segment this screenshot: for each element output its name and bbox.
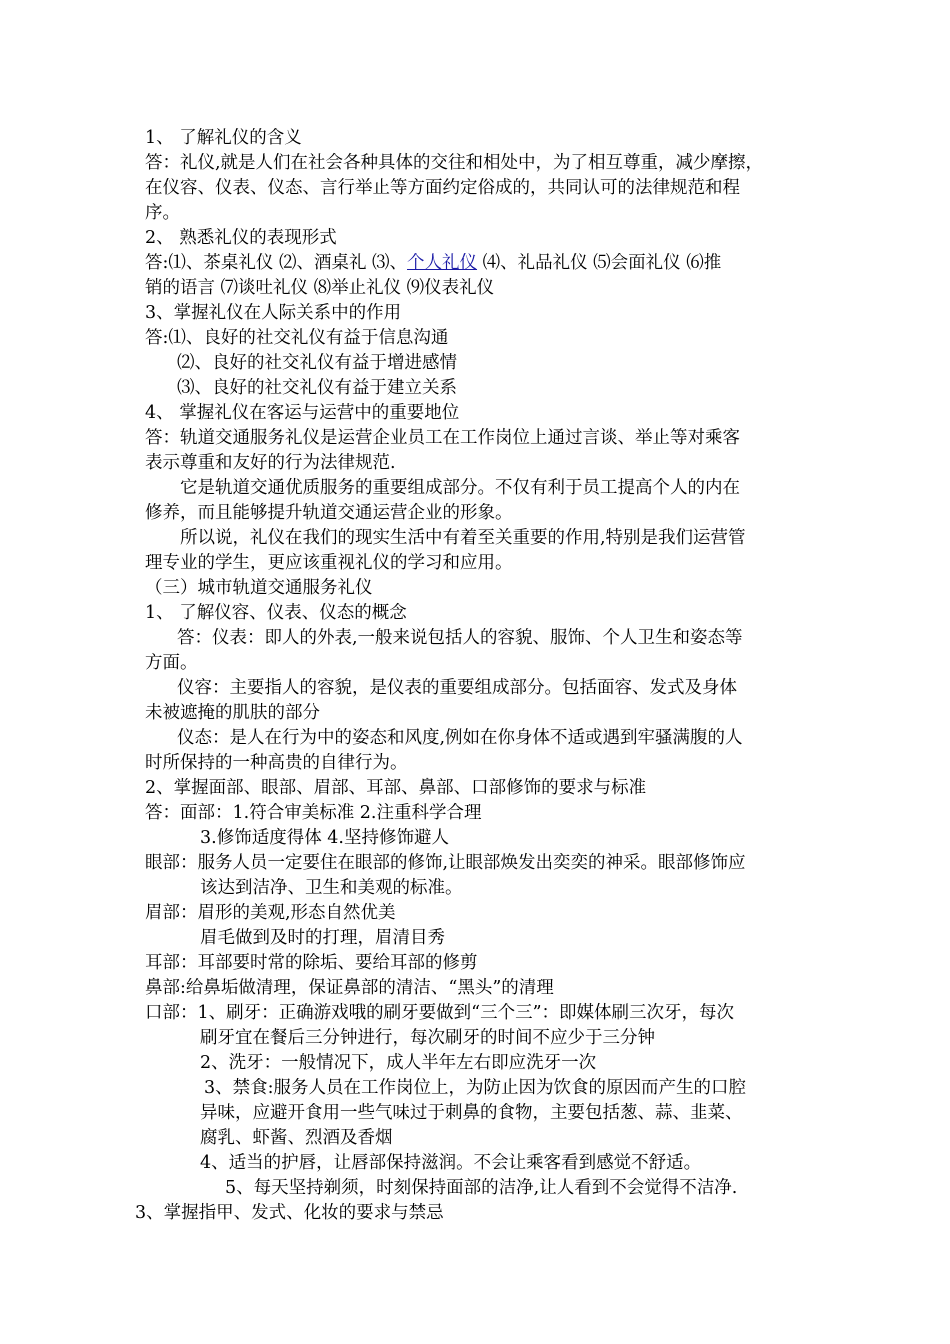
paragraph-line: 销的语言 ⑺谈吐礼仪 ⑻举止礼仪 ⑼仪表礼仪 [145,278,495,298]
paragraph-line: 耳部：耳部要时常的除垢、要给耳部的修剪 [145,953,478,973]
paragraph-line: 刷牙宜在餐后三分钟进行，每次刷牙的时间不应少于三分钟 [200,1028,655,1048]
paragraph-line: 答：面部：1.符合审美标准 2.注重科学合理 [145,803,482,823]
text-segment: ⑷、礼品礼仪 ⑸会面礼仪 ⑹推 [477,253,722,273]
paragraph-line: 腐乳、虾酱、烈酒及香烟 [200,1128,393,1148]
paragraph-line: 2、洗牙：一般情况下，成人半年左右即应洗牙一次 [200,1053,597,1073]
heading-3: 3、掌握礼仪在人际关系中的作用 [145,303,402,323]
heading-1: 1、 了解礼仪的含义 [145,128,302,148]
paragraph-line: 所以说，礼仪在我们的现实生活中有着至关重要的作用,特别是我们运营管 [180,528,746,548]
paragraph-line: 5、每天坚持剃须，时刻保持面部的洁净,让人看到不会觉得不洁净. [225,1178,738,1198]
section-heading: （三）城市轨道交通服务礼仪 [145,578,373,598]
paragraph-line: 眼部：服务人员一定要住在眼部的修饰,让眼部焕发出奕奕的神采。眼部修饰应 [145,853,746,873]
paragraph-line: 时所保持的一种高贵的自律行为。 [145,753,408,773]
paragraph-line: 眉毛做到及时的打理，眉清目秀 [200,928,445,948]
paragraph-line: ⑵、良好的社交礼仪有益于增进感情 [177,353,457,373]
paragraph-line: 3.修饰适度得体 4.坚持修饰避人 [200,828,449,848]
paragraph-line: 表示尊重和友好的行为法律规范. [145,453,396,473]
paragraph-line: 修养，而且能够提升轨道交通运营企业的形象。 [145,503,513,523]
paragraph-line: 在仪容、仪表、仪态、言行举止等方面约定俗成的，共同认可的法律规范和程 [145,178,740,198]
heading-2: 2、 熟悉礼仪的表现形式 [145,228,337,248]
paragraph-line: 口部：1、刷牙：正确游戏哦的刷牙要做到“三个三”：即媒体刷三次牙，每次 [145,1003,735,1023]
paragraph-line: 答：轨道交通服务礼仪是运营企业员工在工作岗位上通过言谈、举止等对乘客 [145,428,740,448]
paragraph-line: 它是轨道交通优质服务的重要组成部分。不仅有利于员工提高个人的内在 [180,478,740,498]
paragraph-line: 仪态：是人在行为中的姿态和风度,例如在你身体不适或遇到牢骚满腹的人 [177,728,743,748]
paragraph-line: 3、禁食:服务人员在工作岗位上，为防止因为饮食的原因而产生的口腔 [204,1078,747,1098]
paragraph-line: 理专业的学生，更应该重视礼仪的学习和应用。 [145,553,513,573]
heading-2: 2、掌握面部、眼部、眉部、耳部、鼻部、口部修饰的要求与标准 [145,778,647,798]
heading-3: 3、掌握指甲、发式、化妆的要求与禁忌 [135,1203,444,1223]
paragraph-line: 仪容：主要指人的容貌，是仪表的重要组成部分。包括面容、发式及身体 [177,678,737,698]
text-segment: 答:⑴、茶桌礼仪 ⑵、酒桌礼 ⑶、 [145,253,408,273]
paragraph-line: ⑶、良好的社交礼仪有益于建立关系 [177,378,457,398]
paragraph-line: 未被遮掩的肌肤的部分 [145,703,320,723]
heading-1: 1、 了解仪容、仪表、仪态的概念 [145,603,407,623]
paragraph-line [145,251,721,276]
paragraph-line: 眉部：眉形的美观,形态自然优美 [145,903,396,923]
personal-etiquette-link[interactable]: 个人礼仪 [407,253,478,273]
heading-4: 4、 掌握礼仪在客运与运营中的重要地位 [145,403,460,423]
paragraph-line: 方面。 [145,653,198,673]
paragraph-line: 该达到洁净、卫生和美观的标准。 [200,878,463,898]
paragraph-line: 4、适当的护唇，让唇部保持滋润。不会让乘客看到感觉不舒适。 [200,1153,702,1173]
paragraph-line: 序。 [145,203,180,223]
paragraph-line: 答：仪表：即人的外表,一般来说包括人的容貌、服饰、个人卫生和姿态等 [177,628,743,648]
paragraph-line: 答：礼仪,就是人们在社会各种具体的交往和相处中，为了相互尊重，减少摩擦， [145,153,764,173]
paragraph-line: 答:⑴、良好的社交礼仪有益于信息沟通 [145,328,449,348]
paragraph-line: 鼻部:给鼻垢做清理，保证鼻部的清洁、“黑头”的清理 [145,978,554,998]
paragraph-line: 异味，应避开食用一些气味过于刺鼻的食物，主要包括葱、蒜、韭菜、 [200,1103,743,1123]
